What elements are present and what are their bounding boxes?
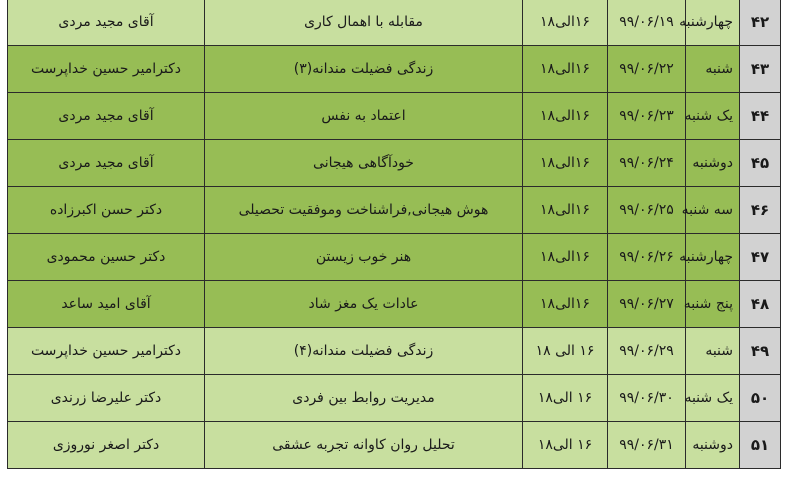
date-cell: ۹۹/۰۶/۲۴: [608, 140, 686, 187]
time-cell: ۱۶الی۱۸: [523, 281, 608, 328]
table-row: [8, 422, 781, 469]
row-number-cell: ۴۴: [740, 93, 781, 140]
row-number-cell: ۴۳: [740, 46, 781, 93]
row-number-cell: ۴۲: [740, 0, 781, 46]
speaker-cell: دکترامیر حسین خداپرست: [8, 328, 205, 375]
topic-cell: زندگی فضیلت مندانه(۳): [205, 46, 523, 93]
time-cell: ۱۶الی۱۸: [523, 187, 608, 234]
date-cell: ۹۹/۰۶/۳۰: [608, 375, 686, 422]
speaker-cell: آقای مجید مردی: [8, 140, 205, 187]
date-cell: ۹۹/۰۶/۱۹: [608, 0, 686, 46]
topic-cell: مقابله با اهمال کاری: [205, 0, 523, 46]
date-cell: ۹۹/۰۶/۳۱: [608, 422, 686, 469]
topic-cell: عادات یک مغز شاد: [205, 281, 523, 328]
topic-cell: اعتماد به نفس: [205, 93, 523, 140]
day-cell: چهارشنبه: [686, 0, 740, 46]
topic-cell: هوش هیجانی,فراشناخت وموفقیت تحصیلی: [205, 187, 523, 234]
row-number-cell: ۴۶: [740, 187, 781, 234]
date-cell: ۹۹/۰۶/۲۵: [608, 187, 686, 234]
speaker-cell: دکتر حسن اکبرزاده: [8, 187, 205, 234]
topic-cell: مدیریت روابط بین فردی: [205, 375, 523, 422]
speaker-cell: آقای مجید مردی: [8, 0, 205, 46]
topic-cell: هنر خوب زیستن: [205, 234, 523, 281]
speaker-cell: دکترامیر حسین خداپرست: [8, 46, 205, 93]
table-row: [8, 93, 781, 140]
table-row: [8, 281, 781, 328]
day-cell: پنج شنبه: [686, 281, 740, 328]
row-number-cell: ۴۷: [740, 234, 781, 281]
table-row: [8, 0, 781, 46]
table-row: [8, 328, 781, 375]
day-cell: یک شنبه: [686, 375, 740, 422]
schedule-table: [7, 0, 781, 469]
row-number-cell: ۴۵: [740, 140, 781, 187]
time-cell: ۱۶الی۱۸: [523, 46, 608, 93]
time-cell: ۱۶الی۱۸: [523, 140, 608, 187]
table-row: [8, 187, 781, 234]
day-cell: دوشنبه: [686, 422, 740, 469]
row-number-cell: ۵۱: [740, 422, 781, 469]
topic-cell: خودآگاهی هیجانی: [205, 140, 523, 187]
day-cell: یک شنبه: [686, 93, 740, 140]
date-cell: ۹۹/۰۶/۲۹: [608, 328, 686, 375]
date-cell: ۹۹/۰۶/۲۷: [608, 281, 686, 328]
speaker-cell: دکتر علیرضا زرندی: [8, 375, 205, 422]
time-cell: ۱۶ الی۱۸: [523, 422, 608, 469]
time-cell: ۱۶ الی۱۸: [523, 375, 608, 422]
row-number-cell: ۵۰: [740, 375, 781, 422]
day-cell: شنبه: [686, 46, 740, 93]
time-cell: ۱۶ الی ۱۸: [523, 328, 608, 375]
day-cell: چهارشنبه: [686, 234, 740, 281]
table-row: [8, 234, 781, 281]
row-number-cell: ۴۹: [740, 328, 781, 375]
topic-cell: تحلیل روان کاوانه تجربه عشقی: [205, 422, 523, 469]
speaker-cell: دکتر حسین محمودی: [8, 234, 205, 281]
time-cell: ۱۶الی۱۸: [523, 0, 608, 46]
day-cell: سه شنبه: [686, 187, 740, 234]
time-cell: ۱۶الی۱۸: [523, 234, 608, 281]
speaker-cell: دکتر اصغر نوروزی: [8, 422, 205, 469]
table-row: [8, 46, 781, 93]
speaker-cell: آقای امید ساعد: [8, 281, 205, 328]
table-row: [8, 140, 781, 187]
day-cell: شنبه: [686, 328, 740, 375]
date-cell: ۹۹/۰۶/۲۲: [608, 46, 686, 93]
topic-cell: زندگی فضیلت مندانه(۴): [205, 328, 523, 375]
speaker-cell: آقای مجید مردی: [8, 93, 205, 140]
date-cell: ۹۹/۰۶/۲۶: [608, 234, 686, 281]
time-cell: ۱۶الی۱۸: [523, 93, 608, 140]
date-cell: ۹۹/۰۶/۲۳: [608, 93, 686, 140]
row-number-cell: ۴۸: [740, 281, 781, 328]
day-cell: دوشنبه: [686, 140, 740, 187]
table-row: [8, 375, 781, 422]
